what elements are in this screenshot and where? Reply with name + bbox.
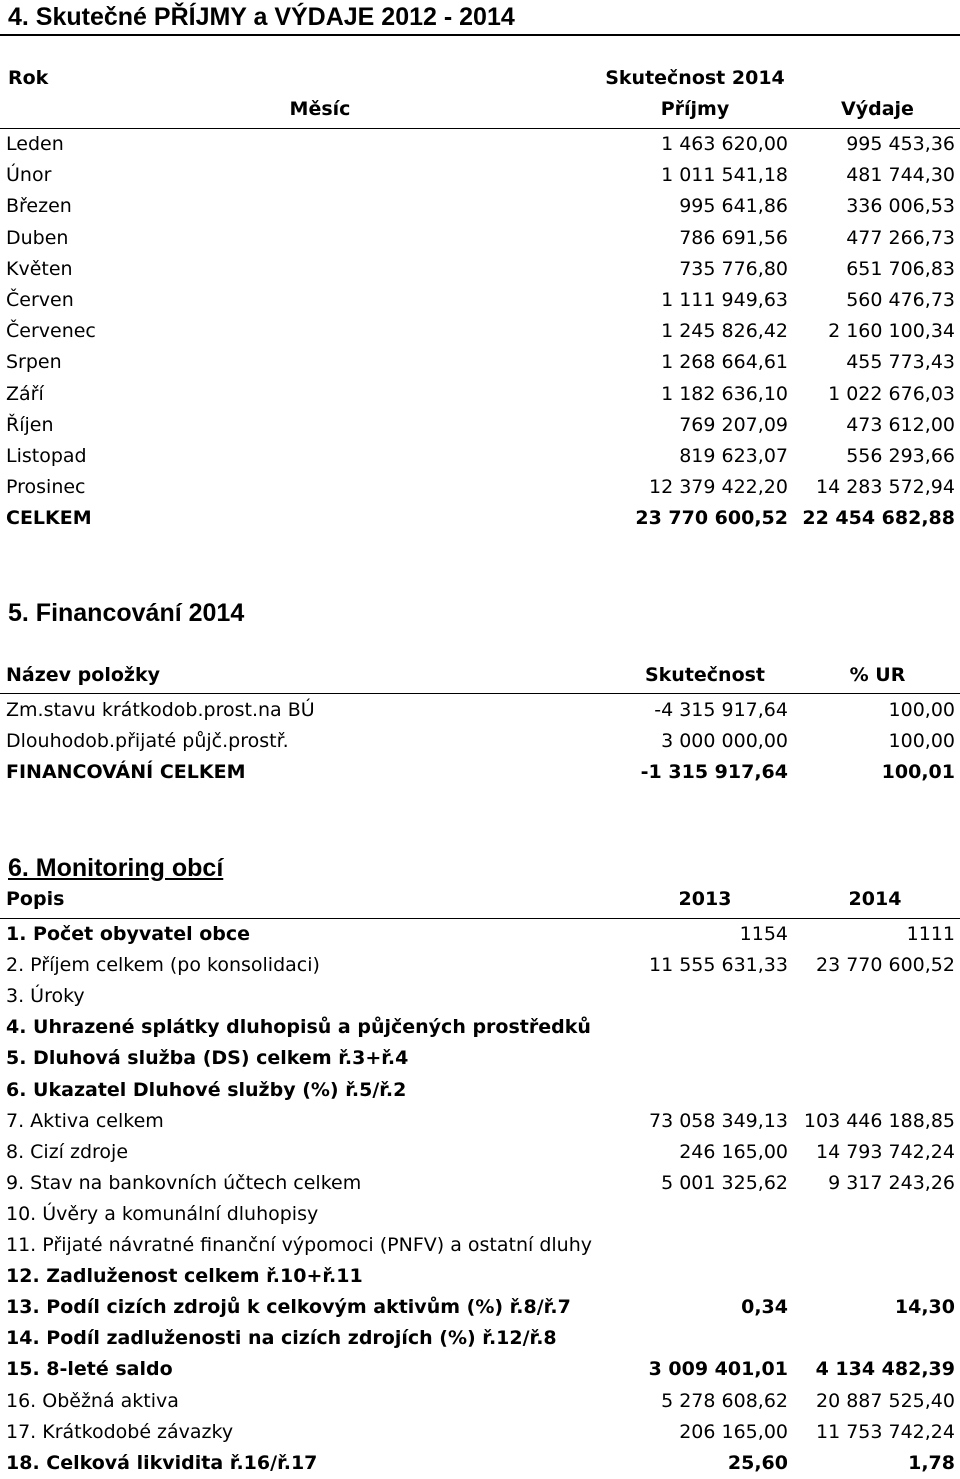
fin-item-actual: -4 315 917,64	[654, 699, 788, 721]
monitoring-2013: 73 058 349,13	[648, 1109, 788, 1132]
fin-total-name: FINANCOVÁNÍ CELKEM	[6, 761, 246, 783]
month-label: Únor	[6, 164, 52, 187]
header-prijmy: Příjmy	[660, 98, 730, 120]
fin-header-actual: Skutečnost	[644, 664, 766, 686]
monitoring-2014: 20 887 525,40	[815, 1389, 955, 1412]
monitoring-2014: 1111	[906, 923, 955, 945]
month-label: Prosinec	[6, 476, 86, 499]
fin-header-name: Název položky	[6, 664, 160, 686]
monitoring-2014: 23 770 600,52	[815, 954, 955, 977]
month-expense: 455 773,43	[846, 351, 955, 374]
monitoring-2013: 206 165,00	[679, 1420, 788, 1443]
fin-item-actual: 3 000 000,00	[661, 730, 788, 752]
fin-total-ur: 100,01	[881, 761, 955, 783]
month-label: Říjen	[6, 413, 54, 436]
section-6-title: 6. Monitoring obcí	[8, 854, 224, 882]
monitoring-label: 3. Úroky	[6, 985, 85, 1008]
month-income: 819 623,07	[679, 445, 788, 467]
section-5-title: 5. Financování 2014	[8, 599, 245, 627]
monitoring-label: 10. Úvěry a komunální dluhopisy	[6, 1202, 319, 1225]
month-expense: 995 453,36	[846, 133, 955, 155]
header-vydaje: Výdaje	[841, 98, 914, 120]
month-label: Červen	[6, 289, 74, 311]
monitoring-label: 7. Aktiva celkem	[6, 1109, 164, 1132]
monitoring-2013: 5 001 325,62	[661, 1171, 788, 1194]
month-expense: 651 706,83	[846, 257, 955, 280]
monitoring-label: 12. Zadluženost celkem ř.10+ř.11	[6, 1265, 363, 1288]
monitoring-label: 15. 8-leté saldo	[6, 1358, 173, 1381]
month-expense: 14 283 572,94	[815, 476, 955, 499]
header-mesic: Měsíc	[289, 98, 351, 120]
month-expense: 477 266,73	[846, 226, 955, 249]
month-label: Březen	[6, 195, 72, 218]
month-income: 769 207,09	[679, 413, 788, 436]
mon-header-2014: 2014	[848, 888, 902, 910]
monitoring-2013: 0,34	[741, 1296, 788, 1319]
month-income: 995 641,86	[679, 195, 788, 218]
monitoring-label: 18. Celková likvidita ř.16/ř.17	[6, 1451, 318, 1474]
month-label: Leden	[6, 133, 64, 155]
month-income: 786 691,56	[679, 226, 788, 249]
monitoring-2014: 9 317 243,26	[828, 1171, 955, 1194]
month-income: 12 379 422,20	[648, 476, 788, 499]
fin-total-actual: -1 315 917,64	[640, 761, 788, 783]
monitoring-label: 6. Ukazatel Dluhové služby (%) ř.5/ř.2	[6, 1078, 407, 1101]
fin-item-name: Dlouhodob.přijaté půjč.prostř.	[6, 730, 289, 752]
monitoring-label: 14. Podíl zadluženosti na cizích zdrojích (%) ř.12/ř.8	[6, 1327, 557, 1350]
monitoring-2014: 11 753 742,24	[815, 1420, 955, 1443]
month-income: 735 776,80	[679, 257, 788, 280]
fin-item-name: Zm.stavu krátkodob.prost.na BÚ	[6, 699, 315, 721]
section-4-title: 4. Skutečné PŘÍJMY a VÝDAJE 2012 - 2014	[8, 3, 515, 31]
monitoring-label: 4. Uhrazené splátky dluhopisů a půjčených prostředků	[6, 1016, 591, 1039]
month-expense: 2 160 100,34	[828, 320, 955, 343]
monitoring-label: 8. Cizí zdroje	[6, 1140, 129, 1163]
total-label: CELKEM	[6, 507, 92, 529]
monitoring-label: 2. Příjem celkem (po konsolidaci)	[6, 954, 320, 977]
monitoring-2014: 14,30	[894, 1296, 955, 1319]
month-expense: 336 006,53	[846, 195, 955, 218]
fin-header-ur: % UR	[849, 664, 906, 686]
monitoring-label: 1. Počet obyvatel obce	[6, 923, 251, 945]
header-skutecnost: Skutečnost 2014	[605, 67, 785, 89]
monitoring-2013: 246 165,00	[679, 1140, 788, 1163]
monitoring-label: 17. Krátkodobé závazky	[6, 1420, 234, 1443]
monitoring-2014: 4 134 482,39	[815, 1358, 955, 1381]
month-expense: 473 612,00	[846, 413, 955, 436]
header-rok: Rok	[8, 67, 49, 89]
monitoring-2013: 11 555 631,33	[648, 954, 788, 977]
title-rule	[0, 34, 960, 36]
month-label: Srpen	[6, 351, 62, 374]
month-income: 1 182 636,10	[661, 382, 788, 405]
mon-header-popis: Popis	[6, 888, 65, 910]
total-income: 23 770 600,52	[635, 507, 788, 529]
monitoring-2013: 1154	[739, 923, 788, 945]
monitoring-2013: 25,60	[727, 1451, 788, 1474]
monitoring-2013: 3 009 401,01	[648, 1358, 788, 1381]
monitoring-2014: 103 446 188,85	[803, 1109, 955, 1132]
monitoring-label: 9. Stav na bankovních účtech celkem	[6, 1171, 362, 1194]
month-income: 1 011 541,18	[661, 164, 788, 187]
month-income: 1 463 620,00	[661, 133, 788, 155]
month-income: 1 111 949,63	[661, 289, 788, 311]
monitoring-label: 11. Přijaté návratné finanční výpomoci (PNFV) a ostatní dluhy	[6, 1234, 592, 1256]
month-income: 1 245 826,42	[661, 320, 788, 343]
month-label: Květen	[6, 257, 73, 280]
month-expense: 481 744,30	[846, 164, 955, 187]
month-label: Listopad	[6, 445, 87, 467]
monitoring-2013: 5 278 608,62	[661, 1389, 788, 1412]
fin-item-ur: 100,00	[888, 699, 955, 721]
monitoring-label: 16. Oběžná aktiva	[6, 1389, 179, 1412]
monitoring-2014: 1,78	[908, 1451, 955, 1474]
monitoring-label: 5. Dluhová služba (DS) celkem ř.3+ř.4	[6, 1047, 409, 1070]
fin-header-rule	[0, 693, 960, 694]
mon-header-2013: 2013	[678, 888, 732, 910]
monitoring-2014: 14 793 742,24	[815, 1140, 955, 1163]
month-label: Září	[6, 382, 44, 405]
month-expense: 556 293,66	[846, 445, 955, 467]
total-expense: 22 454 682,88	[802, 507, 955, 529]
month-label: Červenec	[6, 320, 96, 343]
fin-item-ur: 100,00	[888, 730, 955, 752]
month-expense: 560 476,73	[846, 289, 955, 311]
month-expense: 1 022 676,03	[828, 382, 955, 405]
monitoring-label: 13. Podíl cizích zdrojů k celkovým aktivům (%) ř.8/ř.7	[6, 1296, 571, 1319]
month-income: 1 268 664,61	[661, 351, 788, 374]
month-label: Duben	[6, 226, 69, 249]
